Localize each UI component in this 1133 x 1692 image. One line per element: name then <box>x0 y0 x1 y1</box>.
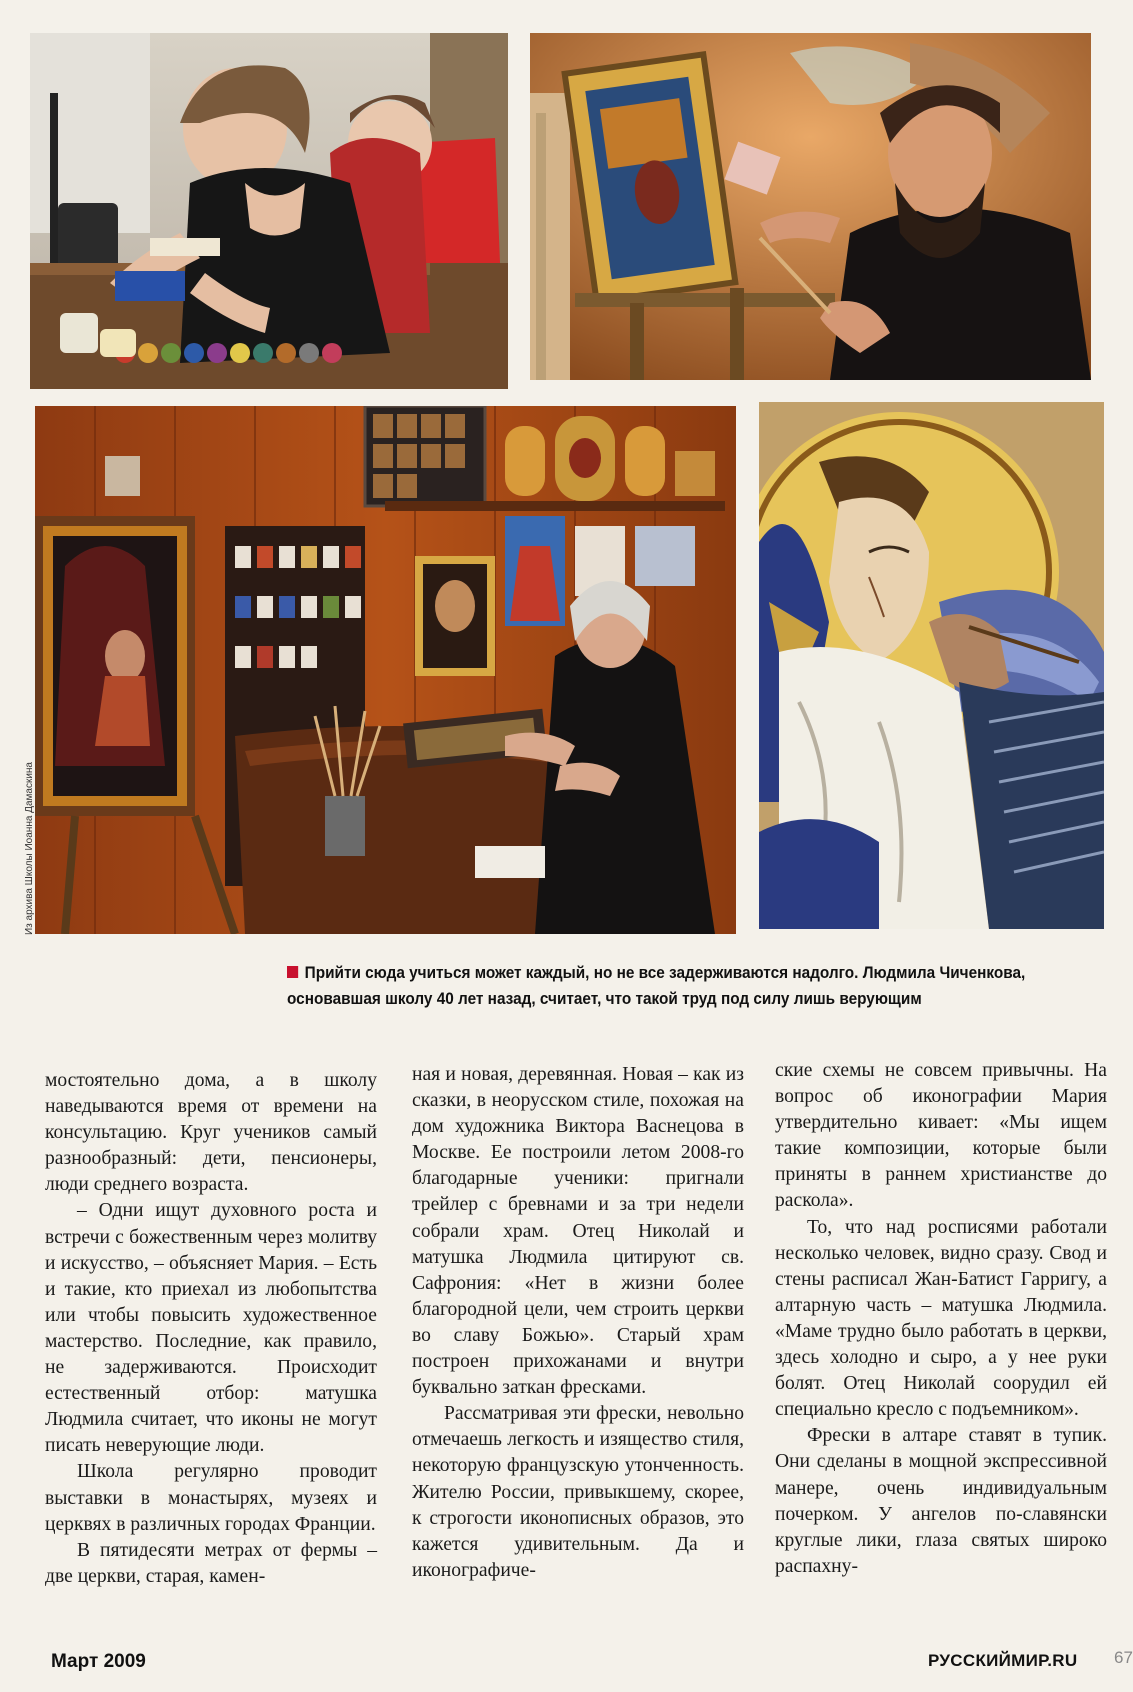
caption-marker-icon <box>287 966 298 978</box>
photo-woman-with-baby <box>30 33 508 389</box>
paragraph: – Одни ищут духовного роста и встречи с божественным через молитву и искусство, – объясняет Мария. – Есть и такие, кто приехал из любопытства или чтобы повысить художественное мастерство. Последние, как правило, не задерживаются. Происходит естественный отбор: матушка Людмила считает, что иконы не могут писать неверующие люди. <box>45 1200 377 1457</box>
paragraph: ная и новая, деревянная. Новая – как из сказки, в неорусском стиле, похожая на дом художника Виктора Васнецова в Москве. Ее построили летом 2008-го благодарные ученики: пригнали трейлер с бревнами и за три недели собрали храм. Отец Николай и матушка Людмила цитируют св. Сафрония: «Нет в жизни более благородной цели, чем строить церкви во славу Божью». Старый храм построен прихожанами и внутри буквально заткан фресками. <box>412 1064 744 1399</box>
photo-icon-workshop <box>35 406 736 934</box>
paragraph: ские схемы не совсем привычны. На вопрос об иконографии Мария утвердительно кивает: «Мы ищем такие композиции, которые были приняты в раннем христианстве до раскола». <box>775 1060 1107 1212</box>
paragraph: мостоятельно дома, а в школу наведываются время от времени на консультацию. Круг учеников самый разнообразный: дети, пенсионеры, люди среднего возраста. <box>45 1070 377 1196</box>
paragraph: В пятидесяти метрах от фермы – две церкви, старая, камен- <box>45 1539 377 1587</box>
photo-priest-painting-icon <box>530 33 1091 380</box>
text-column-2 <box>412 1062 744 1584</box>
caption-text: Прийти сюда учиться может каждый, но не все задерживаются надолго. Людмила Чиченкова, основавшая школу 40 лет назад, считает, что такой труд под силу лишь верующим <box>287 964 1026 1008</box>
photo-credit: Из архива Школы Иоанна Дамаскина <box>24 762 35 935</box>
site-logo: РУССКИЙМИР.RU <box>928 1651 1078 1670</box>
photo-angel-fresco <box>759 402 1104 929</box>
page-number: 67 <box>1114 1648 1133 1667</box>
paragraph: То, что над росписями работали несколько человек, видно сразу. Свод и стены расписал Жан-Батист Гарригу, а алтарную часть – матушка Людмила. «Маме трудно было работать в церкви, здесь холодно и сыро, а у нее руки болят. Отец Николай соорудил ей специально кресло с подъемником». <box>775 1216 1107 1421</box>
text-column-3 <box>775 1058 1107 1580</box>
paragraph: Рассматривая эти фрески, невольно отмечаешь легкость и изящество стиля, некоторую французскую утонченность. Жителю России, привыкшему, скорее, к строгости иконописных образов, это кажется удивительным. Да и иконографиче- <box>412 1403 744 1581</box>
paragraph: Школа регулярно проводит выставки в монастырях, музеях и церквях в различных городах Франции. <box>45 1461 377 1535</box>
photo-caption <box>287 960 1105 1012</box>
issue-date: Март 2009 <box>51 1651 146 1672</box>
text-column-1 <box>45 1068 377 1590</box>
paragraph: Фрески в алтаре ставят в тупик. Они сделаны в мощной экспрессивной манере, очень индивидуальным почерком. У ангелов по-славянски круглые лики, глаза святых широко распахну- <box>775 1425 1107 1577</box>
